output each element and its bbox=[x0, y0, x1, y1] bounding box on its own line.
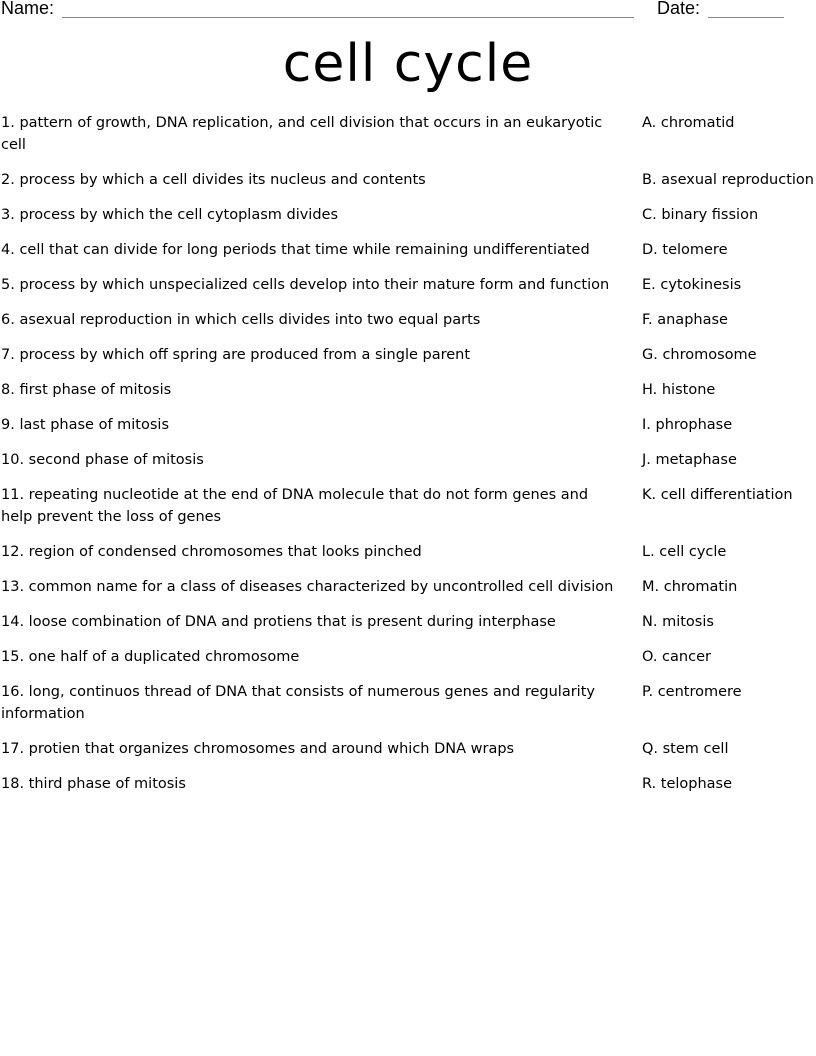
page-title: cell cycle bbox=[282, 34, 534, 94]
clue-text: 17. protien that organizes chromosomes and around which DNA wraps bbox=[1, 741, 515, 757]
clue-text: 16. long, continuos thread of DNA that consists of numerous genes and regularity information bbox=[1, 684, 595, 722]
answer-option: A. chromatid bbox=[642, 115, 735, 131]
matching-list bbox=[0, 112, 816, 808]
answer-option: O. cancer bbox=[642, 649, 711, 665]
list-item bbox=[0, 646, 816, 668]
answer-option: C. binary fission bbox=[642, 207, 759, 223]
list-item bbox=[0, 379, 816, 401]
list-item bbox=[0, 274, 816, 296]
clue-text: 11. repeating nucleotide at the end of DNA molecule that do not form genes and help prevent the loss of genes bbox=[1, 487, 589, 525]
clue-text: 14. loose combination of DNA and protiens that is present during interphase bbox=[1, 614, 556, 630]
answer-option: Q. stem cell bbox=[642, 741, 729, 757]
answer-option: M. chromatin bbox=[642, 579, 738, 595]
clue-text: 8. first phase of mitosis bbox=[1, 382, 172, 398]
answer-option: D. telomere bbox=[642, 242, 728, 258]
answer-option: L. cell cycle bbox=[642, 544, 727, 560]
list-item bbox=[0, 738, 816, 760]
list-item bbox=[0, 611, 816, 633]
answer-option: N. mitosis bbox=[642, 614, 714, 630]
clue-text: 7. process by which off spring are produced from a single parent bbox=[1, 347, 471, 363]
list-item bbox=[0, 773, 816, 795]
clue-text: 5. process by which unspecialized cells develop into their mature form and function bbox=[1, 277, 610, 293]
list-item bbox=[0, 681, 816, 725]
clue-text: 1. pattern of growth, DNA replication, and cell division that occurs in an eukaryotic cell bbox=[1, 115, 603, 153]
list-item bbox=[0, 344, 816, 366]
answer-option: P. centromere bbox=[642, 684, 742, 700]
answer-option: B. asexual reproduction bbox=[642, 172, 814, 188]
name-blank-line bbox=[62, 17, 634, 18]
list-item bbox=[0, 239, 816, 261]
name-label: Name: bbox=[1, 0, 55, 18]
list-item bbox=[0, 169, 816, 191]
list-item bbox=[0, 541, 816, 563]
answer-option: H. histone bbox=[642, 382, 716, 398]
date-label: Date: bbox=[657, 0, 701, 18]
list-item bbox=[0, 449, 816, 471]
clue-text: 6. asexual reproduction in which cells divides into two equal parts bbox=[1, 312, 481, 328]
answer-option: F. anaphase bbox=[642, 312, 728, 328]
list-item bbox=[0, 484, 816, 528]
clue-text: 12. region of condensed chromosomes that looks pinched bbox=[1, 544, 422, 560]
answer-option: E. cytokinesis bbox=[642, 277, 742, 293]
clue-text: 2. process by which a cell divides its nucleus and contents bbox=[1, 172, 426, 188]
clue-text: 3. process by which the cell cytoplasm divides bbox=[1, 207, 339, 223]
list-item bbox=[0, 576, 816, 598]
list-item bbox=[0, 112, 816, 156]
clue-text: 9. last phase of mitosis bbox=[1, 417, 170, 433]
answer-option: K. cell differentiation bbox=[642, 487, 793, 503]
list-item bbox=[0, 414, 816, 436]
clue-text: 13. common name for a class of diseases characterized by uncontrolled cell division bbox=[1, 579, 614, 595]
clue-text: 18. third phase of mitosis bbox=[1, 776, 186, 792]
list-item bbox=[0, 204, 816, 226]
answer-option: G. chromosome bbox=[642, 347, 757, 363]
list-item bbox=[0, 309, 816, 331]
date-blank-line bbox=[708, 17, 784, 18]
answer-option: R. telophase bbox=[642, 776, 733, 792]
answer-option: J. metaphase bbox=[642, 452, 737, 468]
worksheet-header bbox=[0, 0, 816, 24]
clue-text: 10. second phase of mitosis bbox=[1, 452, 204, 468]
clue-text: 15. one half of a duplicated chromosome bbox=[1, 649, 300, 665]
clue-text: 4. cell that can divide for long periods that time while remaining undifferentiated bbox=[1, 242, 590, 258]
answer-option: I. phrophase bbox=[642, 417, 733, 433]
